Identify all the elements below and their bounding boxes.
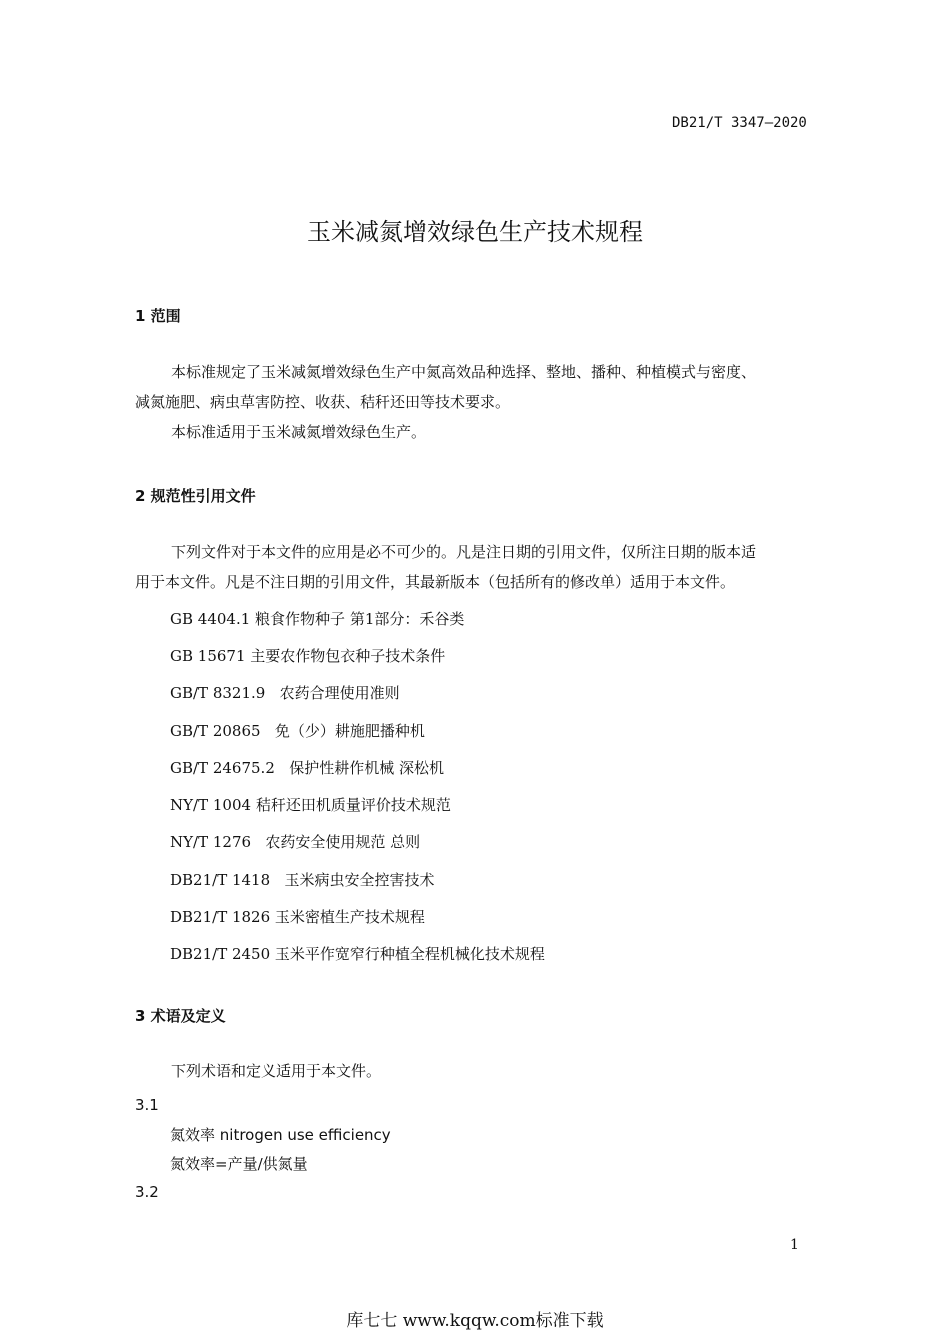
scope-line-2: 减氮施肥、病虫草害防控、收获、秸秆还田等技术要求。 — [135, 393, 511, 411]
reference-title: 农药安全使用规范 总则 — [265, 833, 421, 851]
document-title: 玉米减氮增效绿色生产技术规程 — [307, 218, 643, 246]
terms-intro-line: 下列术语和定义适用于本文件。 — [171, 1062, 382, 1080]
scope-line-3: 本标准适用于玉米减氮增效绿色生产。 — [171, 423, 427, 441]
references-intro-line-1: 下列文件对于本文件的应用是必不可少的。凡是注日期的引用文件，仅所注日期的版本适 — [171, 543, 757, 561]
reference-item — [170, 943, 545, 964]
reference-item — [170, 831, 420, 852]
reference-title: 主要农作物包衣种子技术条件 — [250, 647, 446, 665]
reference-item — [170, 794, 451, 815]
terms-intro-paragraph — [135, 1056, 381, 1086]
reference-item — [170, 869, 434, 890]
reference-title: 秸秆还田机质量评价技术规范 — [255, 796, 451, 814]
reference-item — [170, 682, 400, 703]
reference-item — [170, 720, 425, 741]
scope-line-1: 本标准规定了玉米减氮增效绿色生产中氮高效品种选择、整地、播种、种植模式与密度、 — [171, 363, 757, 381]
reference-item — [170, 757, 444, 778]
section-heading-scope: 1 范围 — [135, 307, 181, 325]
reference-title: 玉米密植生产技术规程 — [274, 908, 425, 926]
reference-title: 玉米平作宽窄行种植全程机械化技术规程 — [274, 945, 545, 963]
term-number: 3.1 — [135, 1096, 159, 1114]
reference-item — [170, 906, 425, 927]
term-definition: 氮效率=产量/供氮量 — [170, 1155, 308, 1173]
section-heading-terms: 3 术语及定义 — [135, 1007, 226, 1025]
scope-paragraph — [135, 357, 756, 447]
reference-code: DB21/T 1826 — [170, 908, 271, 926]
references-intro-line-2: 用于本文件。凡是不注日期的引用文件，其最新版本（包括所有的修改单）适用于本文件。 — [135, 573, 736, 591]
reference-code: DB21/T 1418 — [170, 871, 271, 889]
reference-title: 农药合理使用准则 — [279, 684, 400, 702]
footer-watermark: 库七七 www.kqqw.com标准下载 — [346, 1311, 604, 1331]
reference-code: GB/T 20865 — [170, 722, 261, 740]
reference-title: 保护性耕作机械 深松机 — [289, 759, 444, 777]
reference-code: DB21/T 2450 — [170, 945, 271, 963]
references-intro-paragraph — [135, 537, 756, 597]
reference-code: NY/T 1004 — [170, 796, 252, 814]
reference-code: GB/T 24675.2 — [170, 759, 275, 777]
reference-item — [170, 608, 464, 629]
reference-code: NY/T 1276 — [170, 833, 252, 851]
standard-code: DB21/T 3347—2020 — [672, 115, 807, 131]
reference-title: 玉米病虫安全控害技术 — [284, 871, 435, 889]
reference-code: GB 15671 — [170, 647, 246, 665]
reference-code: GB/T 8321.9 — [170, 684, 266, 702]
section-heading-normative-references: 2 规范性引用文件 — [135, 487, 256, 505]
page-number: 1 — [790, 1237, 799, 1253]
term-name: 氮效率 nitrogen use efficiency — [170, 1126, 391, 1144]
reference-title: 粮食作物种子 第1部分：禾谷类 — [255, 610, 465, 628]
term-number: 3.2 — [135, 1183, 159, 1201]
reference-item — [170, 645, 445, 666]
reference-title: 免（少）耕施肥播种机 — [274, 722, 425, 740]
reference-code: GB 4404.1 — [170, 610, 251, 628]
